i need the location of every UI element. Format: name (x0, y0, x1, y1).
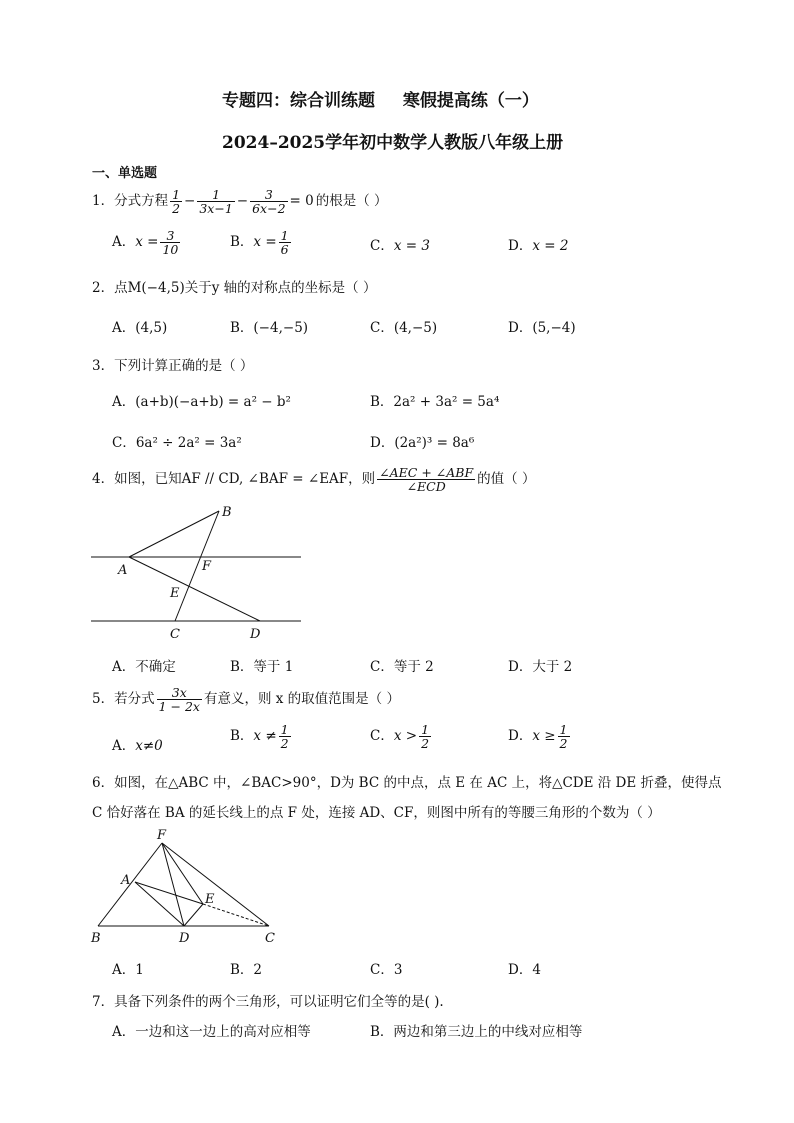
segment-fd (162, 843, 184, 926)
option-c[interactable]: C．x = 3 (370, 238, 430, 254)
question-7 (92, 990, 444, 1010)
question-number: 3． (92, 358, 115, 374)
question-text: 点M(−4,5)关于y 轴的对称点的坐标是（ ） (114, 280, 377, 296)
option-a[interactable]: A．不确定 (112, 659, 176, 675)
question-number: 4． (92, 471, 115, 487)
title-subtitle: 寒假提高练（一） (402, 91, 539, 111)
option-a[interactable]: A．(a+b)(−a+b) = a² − b² (112, 394, 291, 410)
label-e: E (205, 892, 215, 907)
question-text: 有意义，则 x 的取值范围是（ ） (203, 691, 400, 707)
option-a[interactable]: A．一边和这一边上的高对应相等 (112, 1024, 311, 1040)
fraction: $\frac{3x}{1 - 2x}$ (158, 684, 200, 714)
segment-fe (162, 843, 203, 904)
question-1 (92, 186, 388, 216)
question-text: 下列计算正确的是（ ） (114, 358, 254, 374)
question-text: 如图，已知AF // CD, ∠BAF = ∠EAF，则 (114, 471, 376, 487)
option-a[interactable]: A．(4,5) (112, 320, 168, 336)
figure-q6 (88, 826, 288, 948)
section-heading: 一、单选题 (92, 166, 158, 181)
label-e: E (170, 586, 180, 601)
fraction: $\frac{3}{6x-2}$ (252, 186, 286, 216)
label-d: D (250, 627, 261, 642)
option-b[interactable]: B．2a² + 3a² = 5a⁴ (370, 394, 500, 410)
option-d[interactable]: D．x = 2 (508, 238, 569, 254)
question-3 (92, 354, 253, 374)
option-d[interactable]: D．(5,−4) (508, 320, 576, 336)
option-a[interactable]: A．x = $\frac{3}{10}$ (112, 227, 179, 257)
option-d[interactable]: D．4 (508, 962, 541, 978)
option-c[interactable]: C．(4,−5) (370, 320, 438, 336)
label-f: F (157, 828, 167, 843)
question-text: 若分式 (114, 691, 155, 707)
question-5 (92, 684, 400, 714)
question-number: 2． (92, 280, 115, 296)
option-b[interactable]: B．2 (230, 962, 263, 978)
operator: − (184, 193, 196, 209)
title-topic: 专题四：综合训练题 (222, 91, 375, 111)
question-text: 具备下列条件的两个三角形，可以证明它们全等的是( ). (114, 994, 444, 1010)
option-b[interactable]: B．两边和第三边上的中线对应相等 (370, 1024, 583, 1040)
segment-ae (135, 882, 203, 904)
option-a[interactable]: A．1 (112, 962, 144, 978)
page-title-line1 (222, 86, 539, 111)
question-text: 的值（ ） (477, 471, 536, 487)
question-number: 1． (92, 193, 115, 209)
label-f: F (202, 559, 212, 574)
equals: = 0 (289, 193, 314, 209)
option-b[interactable]: B．等于 1 (230, 659, 294, 675)
label-b: B (91, 931, 101, 946)
question-4 (92, 464, 535, 494)
option-c[interactable]: C．x > $\frac{1}{2}$ (370, 721, 430, 751)
option-d[interactable]: D．(2a²)³ = 8a⁶ (370, 435, 475, 451)
question-text: 如图，在△ABC 中，∠BAC>90°，D为 BC 的中点，点 E 在 AC 上，将△CDE 沿 DE 折叠，使得点 (114, 775, 722, 791)
option-c[interactable]: C．3 (370, 962, 403, 978)
question-2 (92, 276, 376, 296)
fraction: $\frac{1}{3x-1}$ (199, 186, 233, 216)
question-text: 分式方程 (114, 193, 169, 209)
question-number: 5． (92, 691, 115, 707)
segment-de (184, 904, 203, 926)
segment-ad (135, 882, 184, 926)
fraction: $\frac{1}{2}$ (172, 186, 181, 216)
fraction: $\frac{\text{∠AEC + ∠ABF}}{\text{∠ECD}}$ (379, 464, 474, 494)
option-c[interactable]: C．6a² ÷ 2a² = 3a² (112, 435, 242, 451)
option-d[interactable]: D．大于 2 (508, 659, 573, 675)
question-text: 的根是（ ） (315, 193, 388, 209)
option-c[interactable]: C．等于 2 (370, 659, 434, 675)
segment-ec-dashed (203, 904, 269, 926)
question-number: 6． (92, 775, 115, 791)
label-b: B (222, 505, 232, 520)
option-a[interactable]: A．x≠0 (112, 738, 163, 754)
label-d: D (179, 931, 190, 946)
operator: − (236, 193, 249, 209)
label-c: C (170, 627, 180, 642)
figure-q4 (88, 500, 308, 645)
segment-ab (129, 511, 219, 557)
option-b[interactable]: B．x = $\frac{1}{6}$ (230, 227, 289, 257)
question-6 (92, 771, 722, 791)
question-6-line2: C 恰好落在 BA 的延长线上的点 F 处，连接 AD、CF，则图中所有的等腰三角形的个数为（ ） (92, 805, 661, 821)
segment-fc (162, 843, 269, 926)
question-number: 7． (92, 994, 115, 1010)
label-a: A (118, 563, 128, 578)
option-d[interactable]: D．x ≥ $\frac{1}{2}$ (508, 721, 568, 751)
option-b[interactable]: B．x ≠ $\frac{1}{2}$ (230, 721, 289, 751)
segment-ad (129, 557, 260, 621)
page-title-grade: 2024–2025学年初中数学人教版八年级上册 (222, 133, 564, 153)
label-a: A (121, 873, 131, 888)
segment-bc (175, 511, 219, 621)
option-b[interactable]: B．(−4,−5) (230, 320, 309, 336)
label-c: C (265, 931, 275, 946)
